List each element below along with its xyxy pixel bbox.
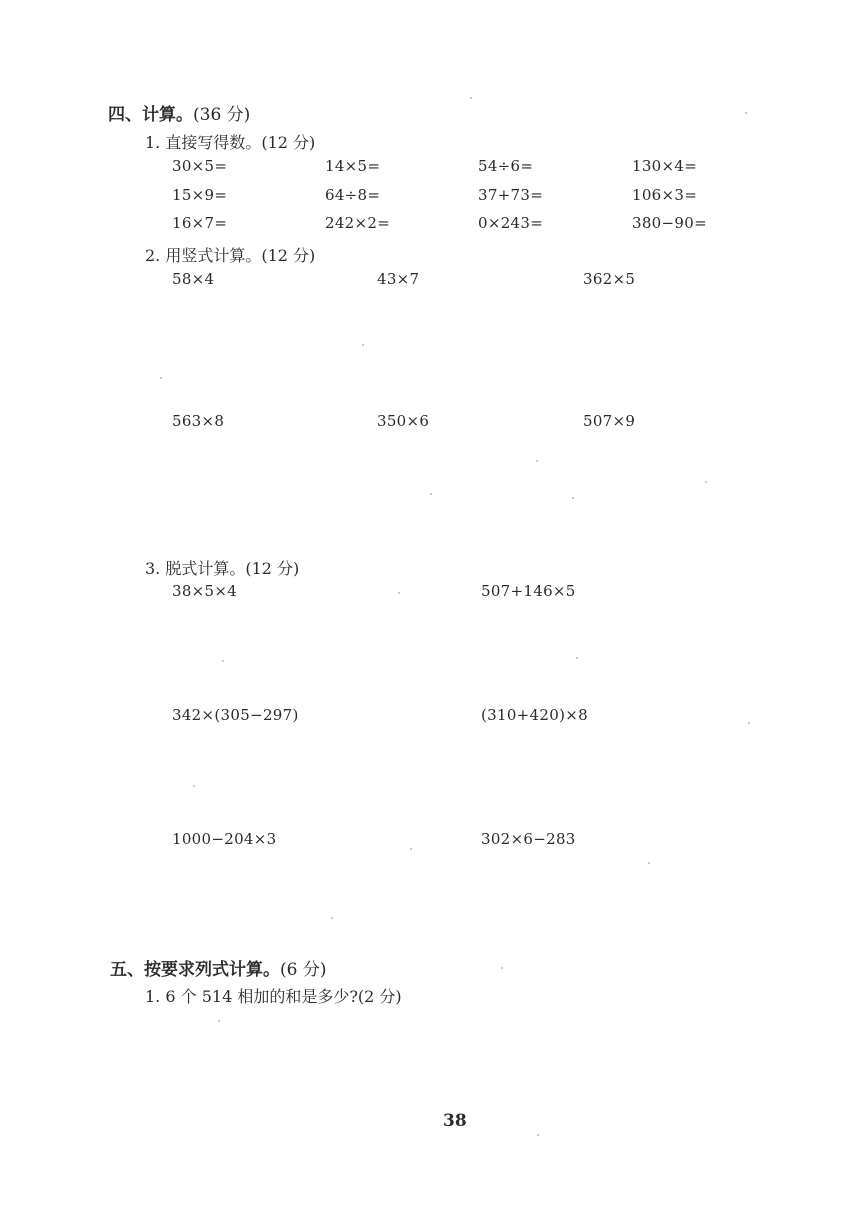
scan-speck	[222, 660, 224, 662]
section4-score: (36 分)	[193, 105, 251, 125]
mental-calc-item: 0×243=	[478, 214, 544, 232]
mental-calc-item: 15×9=	[172, 186, 228, 204]
mental-calc-item: 380−90=	[632, 214, 707, 232]
step-calc-item: 38×5×4	[172, 582, 238, 600]
scan-speck	[160, 377, 162, 379]
mental-calc-item: 37+73=	[478, 186, 544, 204]
step-calc-item: 507+146×5	[481, 582, 576, 600]
section4-heading	[108, 100, 250, 125]
scan-speck	[745, 112, 747, 114]
vertical-calc-item: 58×4	[172, 270, 215, 288]
mental-calc-item: 16×7=	[172, 214, 228, 232]
mental-calc-item: 54÷6=	[478, 157, 534, 175]
vertical-calc-item: 507×9	[583, 412, 636, 430]
vertical-calc-item: 350×6	[377, 412, 430, 430]
step-calc-item: (310+420)×8	[481, 706, 588, 724]
scan-speck	[705, 481, 707, 483]
mental-calc-item: 64÷8=	[325, 186, 381, 204]
scan-speck	[748, 722, 750, 724]
vertical-calc-item: 362×5	[583, 270, 636, 288]
mental-calc-item: 242×2=	[325, 214, 391, 232]
scan-speck	[537, 1134, 539, 1136]
mental-calc-item: 30×5=	[172, 157, 228, 175]
part3-title: 3. 脱式计算。(12 分)	[145, 559, 300, 578]
scan-speck	[193, 785, 195, 787]
scan-speck	[648, 862, 650, 864]
scan-speck	[470, 97, 472, 99]
section5-question-1: 1. 6 个 514 相加的和是多少?(2 分)	[145, 987, 402, 1006]
step-calc-item: 302×6−283	[481, 830, 576, 848]
vertical-calc-item: 43×7	[377, 270, 420, 288]
scan-speck	[362, 344, 364, 346]
mental-calc-item: 106×3=	[632, 186, 698, 204]
page-number: 38	[443, 1111, 467, 1131]
part2-title: 2. 用竖式计算。(12 分)	[145, 246, 316, 265]
mental-calc-item: 14×5=	[325, 157, 381, 175]
scan-speck	[501, 967, 503, 969]
mental-calc-item: 130×4=	[632, 157, 698, 175]
scan-speck	[536, 460, 538, 462]
scan-speck	[572, 497, 574, 499]
scan-speck	[331, 917, 333, 919]
section5-score: (6 分)	[280, 960, 327, 980]
scan-speck	[410, 848, 412, 850]
scan-speck	[398, 592, 400, 594]
scan-speck	[430, 493, 432, 495]
section5-heading	[110, 955, 326, 980]
section4-title: 四、计算。	[108, 105, 193, 125]
step-calc-item: 1000−204×3	[172, 830, 277, 848]
part1-title: 1. 直接写得数。(12 分)	[145, 133, 316, 152]
vertical-calc-item: 563×8	[172, 412, 225, 430]
scan-speck	[218, 1020, 220, 1022]
scan-speck	[576, 657, 578, 659]
section5-title: 五、按要求列式计算。	[110, 960, 280, 980]
step-calc-item: 342×(305−297)	[172, 706, 299, 724]
